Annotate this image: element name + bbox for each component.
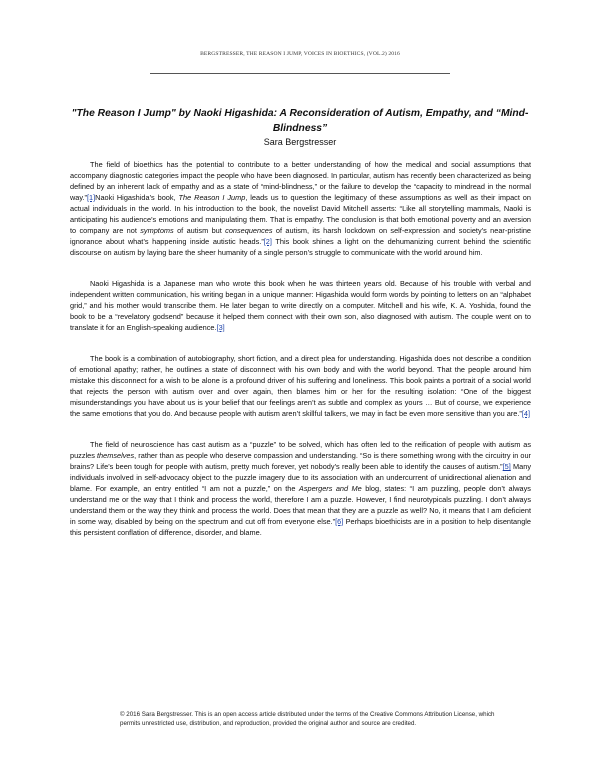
text-run: , leads us to question the legitimacy of these assumptions as well as their impact on actual individuals in the world. In his introduction to the book, the novelist David Mitchell asserts: “Like all storytelling mammals, Naoki is anticipating his audience’s emotions and manipulating them. That is empathy. The conclusion is that both emotional poverty and an aversion to company are not bbox=[70, 192, 531, 235]
text-run: The field of neuroscience has cast autism as a “puzzle” to be solved, which has often led to the reification of people with autism as puzzles bbox=[70, 440, 531, 461]
italic-text: Aspergers and Me bbox=[298, 484, 362, 494]
running-header: BERGSTRESSER, THE REASON I JUMP, VOICES IN BIOETHICS, (VOL.2) 2016 bbox=[200, 51, 400, 57]
text-run: , rather than as people who deserve compassion and understanding. “So is there something wrong with the circuitry in our brains? Life’s been tough for people with autism, pretty much forever, yet nobody’s really been able to identify the causes of autism.” bbox=[70, 451, 531, 472]
article-title: "The Reason I Jump" by Naoki Higashida: A Reconsideration of Autism, Empathy, and “Mind-Blindness” bbox=[71, 108, 529, 134]
article-body bbox=[70, 160, 531, 559]
text-run: Naoki Higashida is a Japanese man who wrote this book when he was thirteen years old. Because of his trouble with verbal and independent written communication, his writing began in a unique manner: Higashida would form words by pointing to letters on an “alphabet grid,” and his mother would transcribe them. He later began to write directly on a computer. Mitchell and his wife, K. A. Yoshida, found the book to be a “revelatory godsend” because it helped them connect with their own son, also diagnosed with autism. The couple went on to translate it for an English-speaking audience. bbox=[70, 278, 531, 332]
license-footer: © 2016 Sara Bergstresser. This is an open access article distributed under the terms of the Creative Commons Attribution License, which permits unrestricted use, distribution, and reproduction, provided the original author and source are credited. bbox=[120, 711, 495, 728]
paragraph bbox=[70, 160, 531, 259]
italic-text: themselves bbox=[97, 451, 135, 461]
text-run: Naoki Higashida’s book, bbox=[95, 192, 179, 202]
text-run: This book shines a light on the dehumanizing current behind the scientific discourse on autism by laying bare the sheer humanity of a single person’s struggle to communicate with the world around him. bbox=[70, 236, 531, 257]
footnote-link[interactable]: [2] bbox=[263, 236, 272, 246]
text-run: Perhaps bioethicists are in a position to help disentangle this persistent conflation of difference, disorder, and blame. bbox=[70, 516, 532, 537]
title-block bbox=[70, 106, 530, 149]
footnote-link[interactable]: [4] bbox=[521, 408, 531, 418]
italic-text: consequences bbox=[225, 225, 273, 235]
text-run: The book is a combination of autobiography, short fiction, and a direct plea for understanding. Higashida does not describe a condition of emotional apathy; rather, he outlines a state of disconnect with his own body and with the world beyond. That the people around him mistake this disconnect for a wish to be alone is a profound driver of his suffering and loneliness. This book paints a portrait of a social world that rejects the person with autism over and over again, then blames him or her for the resulting isolation: “One of the biggest misunderstandings you have about us is your belief that our feelings aren’t as subtle and complex as yours … But of course, we experience the same emotions that you do. And because people with autism aren’t skillful talkers, we may in fact be even more sensitive than you are.” bbox=[70, 354, 531, 418]
italic-text: symptoms bbox=[140, 225, 174, 235]
footnote-link[interactable]: [6] bbox=[335, 516, 344, 526]
paragraph bbox=[70, 440, 531, 539]
article-author: Sara Bergstresser bbox=[263, 137, 337, 147]
footnote-link[interactable]: [1] bbox=[87, 192, 96, 202]
paragraph bbox=[70, 279, 531, 334]
header-rule bbox=[150, 73, 450, 74]
text-run: blog, states: “I am puzzling, people don’t always understand me or the way that I think and process the world, therefore I am a puzzle. However, I find neurotypicals puzzling. I don’t always understand them or the way they think and process the world. Does that mean that they are a puzzle as well? No, it means that I am deficient in some way, disabled by being on the spectrum and cut off from everyone else.” bbox=[70, 484, 531, 526]
text-run: The field of bioethics has the potential to contribute to a better understanding of how the medical and social assumptions that accompany diagnostic categories impact the people who have been diagnosed. In particular, autism has recently been characterized as being defined by an inherent lack of empathy and as a state of “mind-blindness,” or the failure to develop the “capacity to mindread in the normal way.” bbox=[70, 160, 531, 202]
footnote-link[interactable]: [3] bbox=[216, 322, 225, 332]
text-run: of autism, its harsh lockdown on self-expression and society’s near-pristine ignorance about what’s happening inside autistic heads.” bbox=[70, 225, 532, 246]
text-run: of autism but bbox=[173, 225, 226, 235]
italic-text: The Reason I Jump bbox=[178, 192, 246, 202]
footnote-link[interactable]: [5] bbox=[502, 462, 511, 472]
text-run: Many individuals involved in self-advocacy object to the puzzle imagery due to its association with an undercurrent of unidirectional alienation and blame. For example, an entry entitled “I am not a puzzle,” on the bbox=[70, 462, 531, 494]
paragraph bbox=[70, 354, 531, 420]
